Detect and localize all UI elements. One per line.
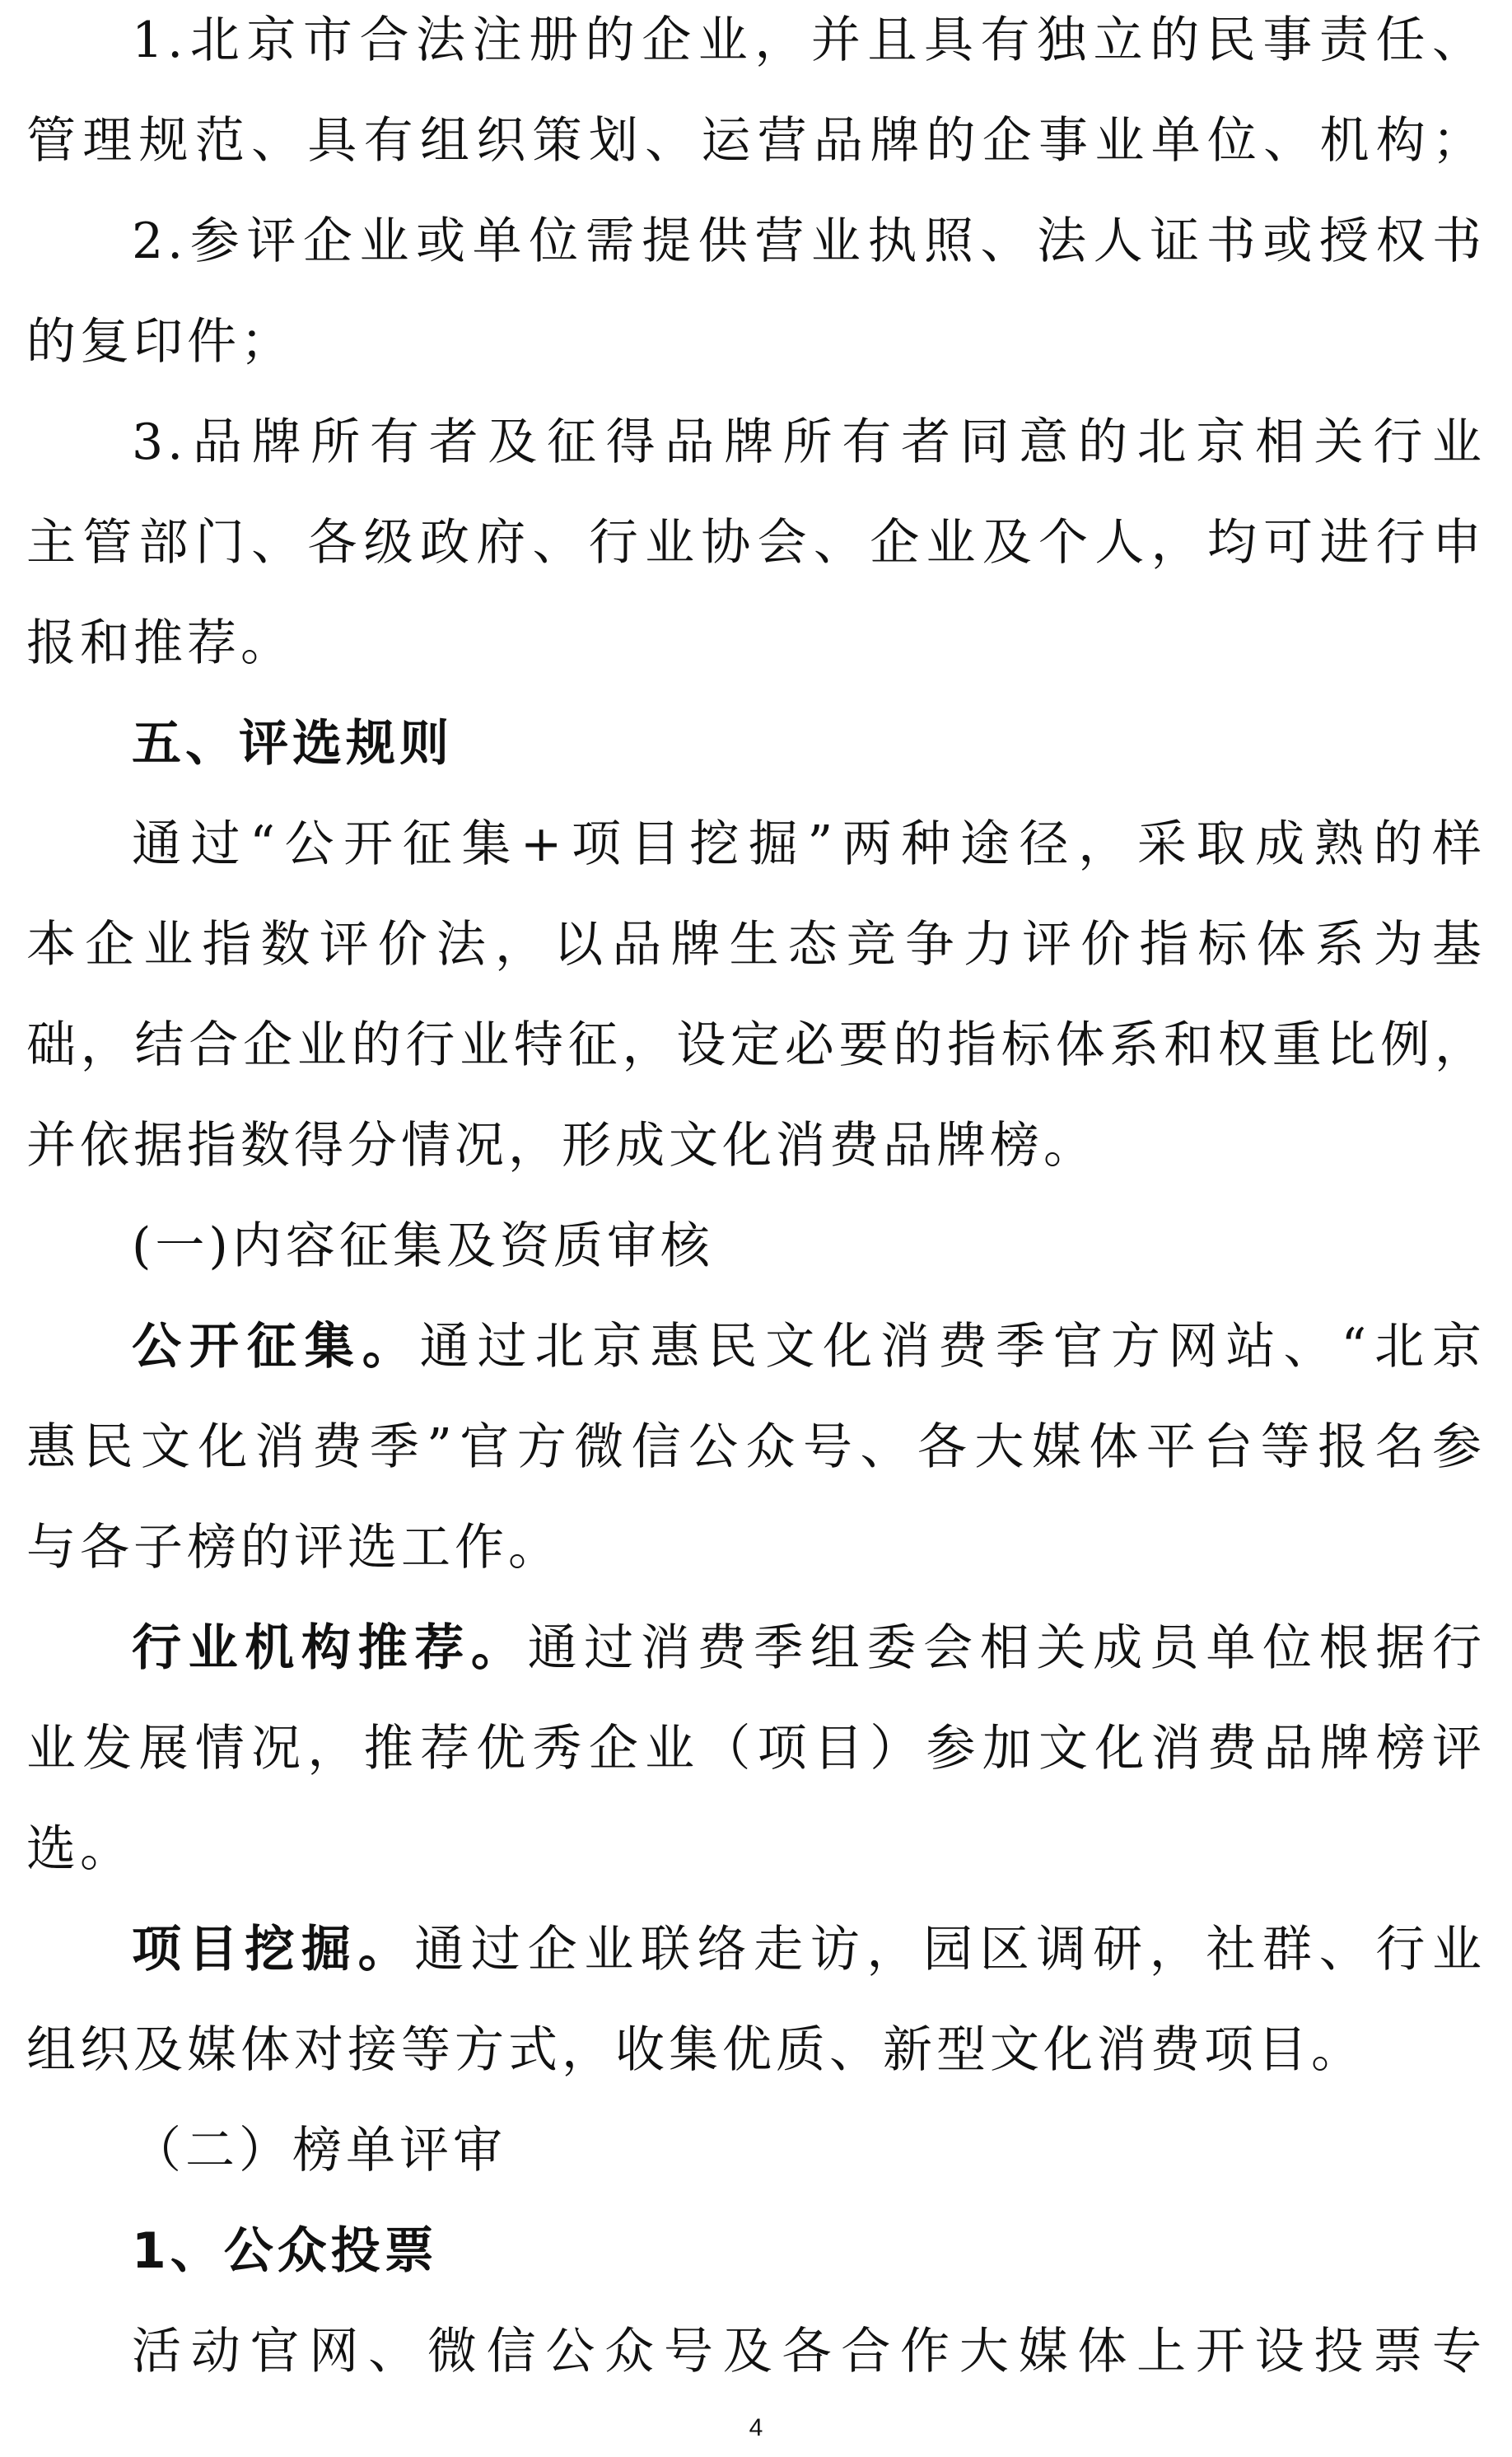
lead-in-label: 行业机构推荐。 bbox=[132, 1619, 528, 1677]
paragraph-line: 组织及媒体对接等方式，收集优质、新型文化消费项目。 bbox=[26, 2021, 1365, 2079]
paragraph-text: 通过消费季组委会相关成员单位根据行 bbox=[527, 1619, 1486, 1677]
paragraph-line: 业发展情况，推荐优秀企业（项目）参加文化消费品牌榜评 bbox=[26, 1720, 1486, 1777]
paragraph-line: 报和推荐。 bbox=[26, 614, 294, 672]
paragraph-line: 3.品牌所有者及征得品牌所有者同意的北京相关行业 bbox=[132, 413, 1486, 471]
paragraph-line: 惠民文化消费季”官方微信公众号、各大媒体平台等报名参 bbox=[26, 1418, 1486, 1476]
lead-in-label: 项目挖掘。 bbox=[132, 1921, 415, 1978]
paragraph-text: 通过北京惠民文化消费季官方网站、“北京 bbox=[419, 1318, 1486, 1376]
paragraph-line: 选。 bbox=[26, 1820, 133, 1878]
subsection-heading: 1、公众投票 bbox=[132, 2222, 438, 2280]
paragraph-line: 本企业指数评价法，以品牌生态竞争力评价指标体系为基 bbox=[26, 916, 1486, 974]
paragraph-line: 与各子榜的评选工作。 bbox=[26, 1519, 562, 1576]
paragraph-text: 通过企业联络走访，园区调研，社群、行业 bbox=[414, 1921, 1486, 1978]
paragraph-line: 2.参评企业或单位需提供营业执照、法人证书或授权书 bbox=[132, 213, 1486, 270]
subsection-heading: （二）榜单评审 bbox=[132, 2122, 506, 2179]
paragraph-line: 通过“公开征集+项目挖掘”两种途径，采取成熟的样 bbox=[132, 815, 1486, 873]
paragraph-line: 活动官网、微信公众号及各合作大媒体上开设投票专 bbox=[132, 2323, 1486, 2380]
paragraph-line: 主管部门、各级政府、行业协会、企业及个人，均可进行申 bbox=[26, 514, 1486, 572]
paragraph-line: 的复印件； bbox=[26, 313, 294, 371]
subsection-heading: (一)内容征集及资质审核 bbox=[132, 1217, 714, 1275]
paragraph-line bbox=[132, 1298, 1486, 1395]
paragraph-line bbox=[132, 1600, 1486, 1697]
paragraph-line: 并依据指数得分情况，形成文化消费品牌榜。 bbox=[26, 1117, 1097, 1175]
section-heading: 五、评选规则 bbox=[132, 715, 453, 773]
paragraph-line: 管理规范、具有组织策划、运营品牌的企事业单位、机构； bbox=[26, 112, 1486, 170]
paragraph-line bbox=[132, 1901, 1486, 1998]
page-number: 4 bbox=[749, 2414, 763, 2441]
paragraph-line: 础，结合企业的行业特征，设定必要的指标体系和权重比例， bbox=[26, 1016, 1486, 1074]
lead-in-label: 公开征集。 bbox=[132, 1318, 420, 1376]
paragraph-line: 1.北京市合法注册的企业，并且具有独立的民事责任、 bbox=[132, 12, 1486, 69]
